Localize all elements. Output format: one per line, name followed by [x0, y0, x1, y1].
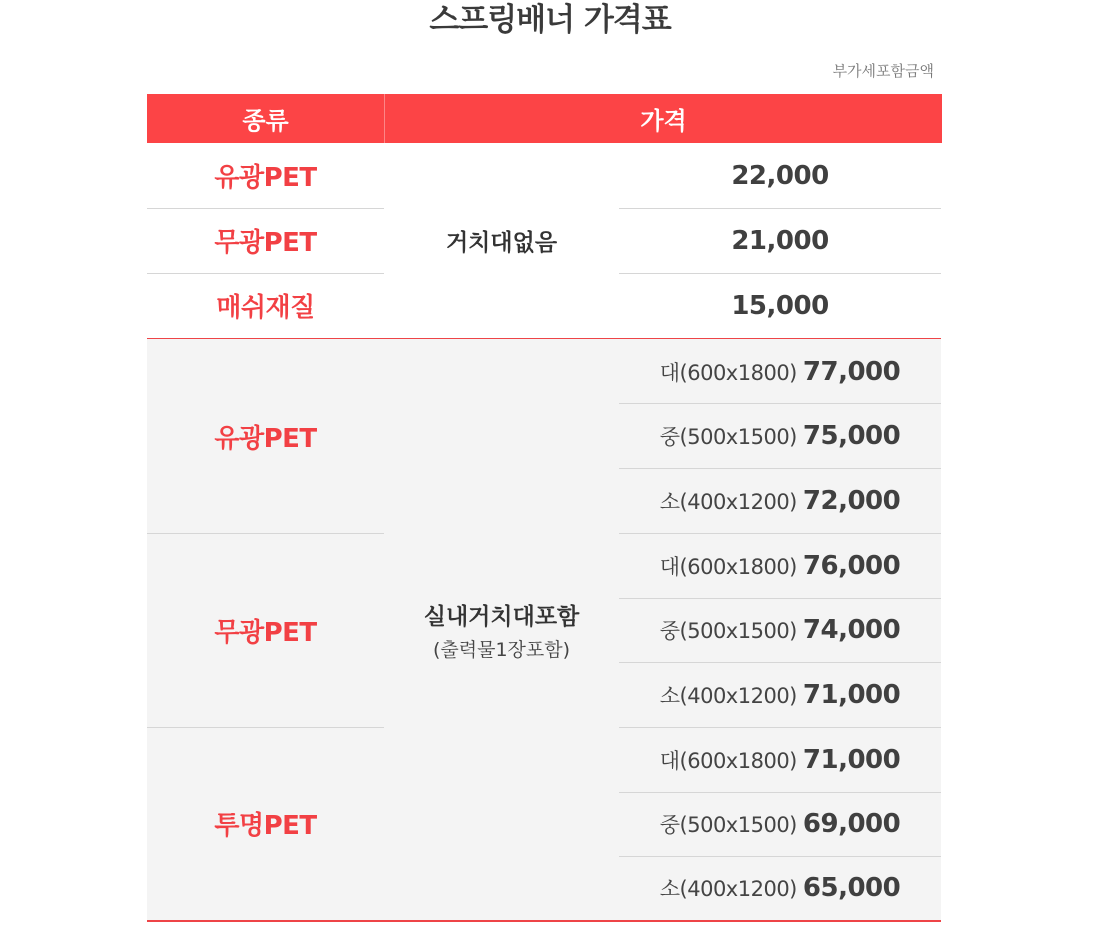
divider: [147, 273, 384, 274]
header-type: 종류: [147, 94, 384, 143]
size-label: 중(500x1500): [659, 619, 797, 643]
s1-price-2: 15,000: [731, 290, 829, 321]
page-title: 스프링배너 가격표: [429, 2, 671, 38]
s2-row: [619, 727, 941, 792]
size-label: 소(400x1200): [659, 683, 797, 708]
s2-row: [619, 856, 941, 920]
s1-price-1: 21,000: [731, 225, 829, 256]
price-value: 65,000: [802, 873, 901, 903]
s2-type-0: 유광PET: [214, 423, 317, 454]
s2-row: [619, 404, 941, 468]
s2-row: [619, 533, 941, 598]
size-label: 대(600x1800): [659, 360, 797, 385]
s2-row: [619, 598, 941, 662]
size-label: 중(500x1500): [659, 425, 797, 449]
s2-row: [619, 339, 941, 404]
price-value: 76,000: [802, 550, 901, 581]
header-price: [384, 94, 942, 143]
price-value: 69,000: [802, 809, 901, 839]
s2-row: [619, 468, 941, 533]
s2-type-1: 무광PET: [214, 617, 317, 648]
s2-mount: [384, 339, 619, 920]
s1-type-1: 무광PET: [214, 228, 317, 258]
s2-mount-sub: (출력물1장포함): [432, 638, 571, 661]
price-value: 77,000: [802, 356, 901, 387]
s1-type-0: 유광PET: [214, 163, 317, 193]
divider: [619, 208, 941, 209]
s2-mount-label: 실내거치대포함: [423, 603, 580, 630]
s2-row: [619, 792, 941, 856]
size-label: 소(400x1200): [659, 489, 797, 514]
vat-note: 부가세포함금액: [832, 62, 934, 80]
price-value: 71,000: [802, 744, 901, 775]
header-price-label: 가격: [640, 107, 687, 135]
s2-type-2: 투명PET: [214, 811, 317, 841]
price-value: 72,000: [802, 485, 901, 516]
s1-mount-label: 거치대없음: [445, 230, 558, 256]
divider: [147, 208, 384, 209]
price-value: 75,000: [802, 421, 901, 451]
size-label: 소(400x1200): [659, 877, 797, 901]
divider: [147, 533, 384, 534]
s2-row: [619, 662, 941, 727]
s1-mount: [384, 143, 619, 338]
s1-type-2: 매쉬재질: [216, 293, 315, 323]
divider: [619, 273, 941, 274]
divider: [147, 727, 384, 728]
size-label: 대(600x1800): [659, 554, 797, 579]
table-bottom-border: [147, 920, 941, 922]
size-label: 중(500x1500): [659, 813, 797, 837]
size-label: 대(600x1800): [659, 748, 797, 773]
s1-price-0: 22,000: [731, 160, 829, 191]
price-value: 74,000: [802, 615, 901, 645]
price-value: 71,000: [802, 679, 901, 710]
